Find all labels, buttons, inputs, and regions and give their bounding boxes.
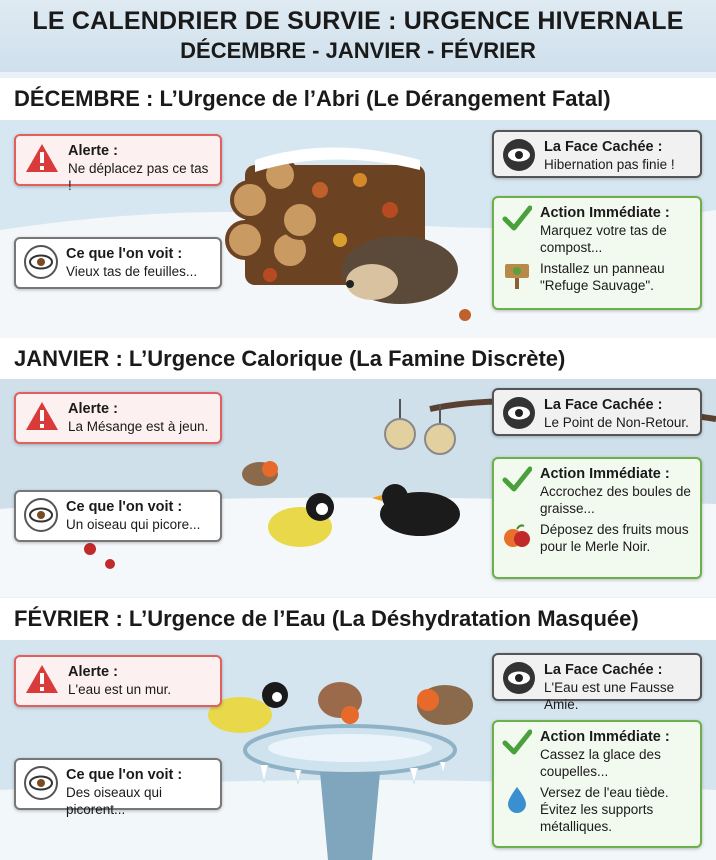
hidden-text: Le Point de Non-Retour. — [544, 415, 689, 430]
alert-text: La Mésange est à jeun. — [68, 419, 209, 434]
hidden-head: La Face Cachée : — [544, 139, 663, 155]
seen-text: Un oiseau qui picore... — [66, 517, 201, 532]
hedgehog-illustration — [342, 236, 458, 304]
december-hidden-card — [492, 130, 702, 178]
action-text-1: Marquez votre tas de compost... — [540, 223, 667, 255]
hidden-head: La Face Cachée : — [544, 662, 663, 678]
seen-text: Des oiseaux qui picorent... — [66, 785, 163, 817]
checkmark-icon — [502, 728, 532, 756]
hidden-text: Hibernation pas finie ! — [544, 157, 675, 172]
action-text-1: Accrochez des boules de graisse... — [540, 484, 691, 516]
seen-head: Ce que l'on voit : — [66, 499, 183, 515]
checkmark-icon — [502, 204, 532, 232]
warning-triangle-icon — [24, 400, 60, 432]
february-action-card — [492, 720, 702, 848]
eye-icon — [502, 138, 536, 172]
alert-head: Alerte : — [68, 143, 118, 159]
december-alert-card — [14, 134, 222, 193]
january-seen-card — [14, 490, 222, 542]
section-title-january: JANVIER : L’Urgence Calorique (La Famine Discrète) — [0, 338, 716, 380]
seen-head: Ce que l'on voit : — [66, 246, 183, 262]
hidden-head: La Face Cachée : — [544, 397, 663, 413]
water-drop-icon — [502, 784, 532, 814]
warning-triangle-icon — [24, 142, 60, 174]
section-title-february: FÉVRIER : L’Urgence de l’Eau (La Déshydratation Masquée) — [0, 598, 716, 640]
warning-triangle-icon — [24, 663, 60, 695]
december-seen-card — [14, 237, 222, 289]
action-head: Action Immédiate : — [540, 205, 670, 221]
december-action-card — [492, 196, 702, 310]
checkmark-icon — [502, 465, 532, 493]
february-hidden-card — [492, 653, 702, 712]
action-text-2: Installez un panneau "Refuge Sauvage". — [540, 261, 665, 293]
january-hidden-card — [492, 388, 702, 436]
february-alert-card — [14, 655, 222, 707]
alert-head: Alerte : — [68, 401, 118, 417]
action-text-2: Déposez des fruits mous pour le Merle Noir. — [540, 522, 689, 554]
eye-icon — [502, 396, 536, 430]
page-title: LE CALENDRIER DE SURVIE : URGENCE HIVERNALE — [32, 7, 684, 35]
robin-illustration-2 — [417, 685, 473, 725]
alert-text: L'eau est un mur. — [68, 682, 172, 697]
seen-head: Ce que l'on voit : — [66, 767, 183, 783]
eye-icon — [24, 498, 58, 532]
action-text-1: Cassez la glace des coupelles... — [540, 747, 661, 779]
alert-head: Alerte : — [68, 664, 118, 680]
january-action-card — [492, 457, 702, 579]
page-subtitle: DÉCEMBRE - JANVIER - FÉVRIER — [180, 38, 536, 63]
january-alert-card — [14, 392, 222, 444]
page-header — [0, 0, 716, 72]
eye-icon — [502, 661, 536, 695]
february-seen-card — [14, 758, 222, 817]
action-head: Action Immédiate : — [540, 466, 670, 482]
alert-text: Ne déplacez pas ce tas ! — [68, 161, 209, 193]
fruit-icon — [502, 521, 532, 551]
sign-icon — [502, 260, 532, 290]
eye-icon — [24, 766, 58, 800]
eye-icon — [24, 245, 58, 279]
hidden-text: L'Eau est une Fausse Amie. — [544, 680, 675, 712]
action-head: Action Immédiate : — [540, 729, 670, 745]
action-text-2: Versez de l'eau tiède. Évitez les supports métalliques. — [540, 785, 669, 834]
section-title-december: DÉCEMBRE : L’Urgence de l’Abri (Le Dérangement Fatal) — [0, 78, 716, 120]
seen-text: Vieux tas de feuilles... — [66, 264, 198, 279]
